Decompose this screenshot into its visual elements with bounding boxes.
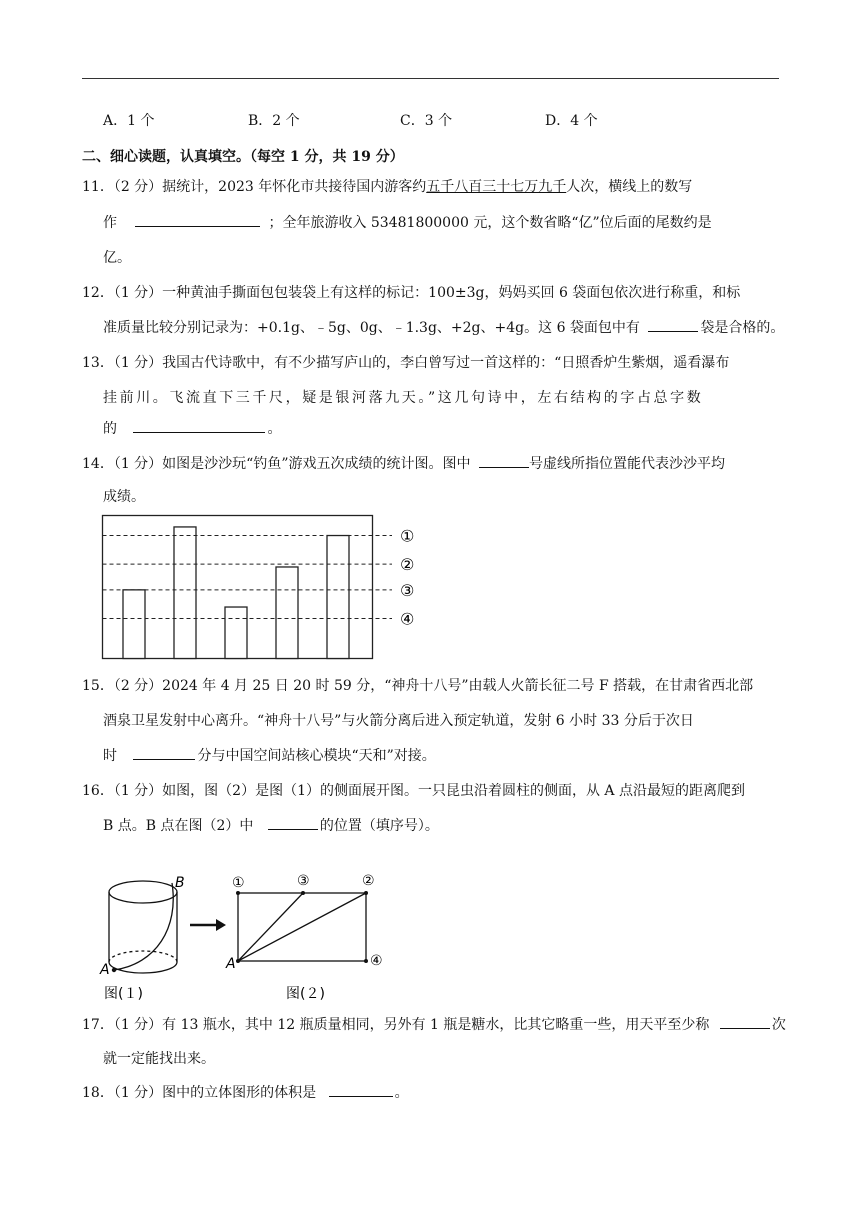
position-3-label: ③: [297, 873, 310, 889]
q14-line1: [82, 453, 782, 473]
q11-underlined-number: 五千八百三十七万九千: [426, 179, 567, 195]
q11-l2-end: ；全年旅游收入 53481800000 元，这个数省略“亿”位后面的尾数约是: [268, 215, 712, 231]
q15-blank[interactable]: [133, 745, 195, 760]
q16-l2-start: B 点。B 点在图（2）中: [103, 818, 254, 834]
q16-l2-end: 的位置（填序号）。: [319, 818, 439, 834]
q13-blank[interactable]: [133, 418, 265, 433]
position-2-label: ②: [362, 873, 375, 889]
q12-line2: [103, 317, 803, 337]
q14-l1-end: 号虚线所指位置能代表沙沙平均: [528, 456, 725, 472]
choice-a: A．1 个: [103, 113, 155, 129]
q17-line1: [82, 1014, 786, 1034]
chart-bar-2: [174, 527, 196, 659]
q18-line1: [82, 1082, 782, 1102]
q13-line1: 13．（1 分）我国古代诗歌中，有不少描写庐山的，李白曾写过一首这样的：“日照香炉生紫烟，遥看瀑布: [82, 355, 730, 371]
q15-line2: 酒泉卫星发射中心离升。“神舟十八号”与火箭分离后进入预定轨道，发射 6 小时 33 分后于次日: [103, 713, 694, 729]
figure-2-caption: 图(２): [286, 986, 325, 1002]
insect-path-curve: [114, 883, 173, 970]
q17-l1-end: 次: [771, 1017, 786, 1033]
choice-d: D．4 个: [545, 113, 598, 129]
reference-label-2: ②: [400, 555, 415, 575]
reference-label-1: ①: [400, 526, 415, 546]
q16-line1: 16．（1 分）如图，图（2）是图（1）的侧面展开图。一只昆虫沿着圆柱的侧面，从 A 点沿最短的距离爬到: [82, 783, 745, 799]
reference-label-3: ③: [400, 580, 415, 600]
q12-line1: 12．（1 分）一种黄油手撕面包包装袋上有这样的标记：100±3g，妈妈买回 6 袋面包依次进行称重，和标: [82, 285, 741, 301]
q18-l1-start: 18．（1 分）图中的立体图形的体积是: [82, 1085, 317, 1101]
score-bar-chart: [100, 513, 430, 663]
section-title: 二、细心读题，认真填空。（每空 1 分，共 19 分）: [82, 149, 404, 165]
chart-bar-4: [276, 567, 298, 659]
q18-l1-end: 。: [394, 1085, 409, 1101]
chart-bar-1: [123, 590, 145, 659]
position-1-label: ①: [232, 875, 245, 891]
label-b: B: [175, 875, 185, 891]
q13-l3-end: 。: [267, 421, 282, 437]
choice-b: B．2 个: [248, 113, 300, 129]
q17-l1-start: 17．（1 分）有 13 瓶水，其中 12 瓶质量相同，另外有 1 瓶是糖水，比其它略重一些，用天平至少称: [82, 1017, 710, 1033]
q11-blank-1[interactable]: [135, 212, 260, 227]
q13-l3-start: 的: [103, 421, 117, 437]
q17-line2: 就一定能找出来。: [103, 1051, 215, 1067]
figure-1-caption: 图(１): [104, 986, 143, 1002]
label-a-cylinder: A: [100, 962, 110, 978]
q16-line2: [103, 815, 803, 835]
q12-l2-start: 准质量比较分别记录为：+0.1g、﹣5g、0g、﹣1.3g、+2g、+4g。这 6 袋面包中有: [103, 320, 640, 336]
label-a-net: A: [226, 956, 236, 972]
q12-blank[interactable]: [648, 317, 698, 332]
q15-l3-start: 时: [103, 748, 117, 764]
chart-bar-3: [225, 607, 247, 658]
q11-line3: 亿。: [103, 250, 131, 266]
q11-l2-start: 作: [103, 215, 117, 231]
point-a-dot: [112, 968, 116, 972]
q14-blank[interactable]: [479, 453, 529, 468]
arrow-icon: [190, 919, 226, 931]
q15-l3-end: 分与中国空间站核心模块“天和”对接。: [197, 748, 436, 764]
cylinder-drawing: [109, 881, 177, 973]
q13-line3: [103, 418, 803, 438]
q11-text: 11．（2 分）据统计，2023 年怀化市共接待国内游客约: [82, 179, 427, 195]
q11-line2: [103, 212, 782, 232]
q14-l1-start: 14．（1 分）如图是沙沙玩“钓鱼”游戏五次成绩的统计图。图中: [82, 456, 471, 472]
q16-blank[interactable]: [268, 815, 318, 830]
position-4-label: ④: [370, 953, 383, 969]
chart-bar-5: [327, 536, 349, 659]
unfolded-net: [238, 893, 366, 961]
q13-line2: 挂前川。飞流直下三千尺，疑是银河落九天。”这几句诗中，左右结构的字占总字数: [103, 390, 704, 406]
q15-line3: [103, 745, 803, 765]
q12-l2-end: 袋是合格的。: [700, 320, 785, 336]
reference-label-4: ④: [400, 609, 415, 629]
cylinder-figure: [96, 868, 396, 1003]
q17-blank[interactable]: [720, 1014, 770, 1029]
choice-c: C．3 个: [400, 113, 453, 129]
q14-line2: 成绩。: [103, 489, 145, 505]
q11-text-end: 人次，横线上的数写: [566, 179, 693, 195]
q18-blank[interactable]: [329, 1082, 393, 1097]
q15-line1: 15．（2 分）2024 年 4 月 25 日 20 时 59 分，“神舟十八号”由载人火箭长征二号 F 搭载，在甘肃省西北部: [82, 678, 754, 694]
q11-line1: [82, 176, 782, 196]
header-rule: [82, 78, 779, 79]
